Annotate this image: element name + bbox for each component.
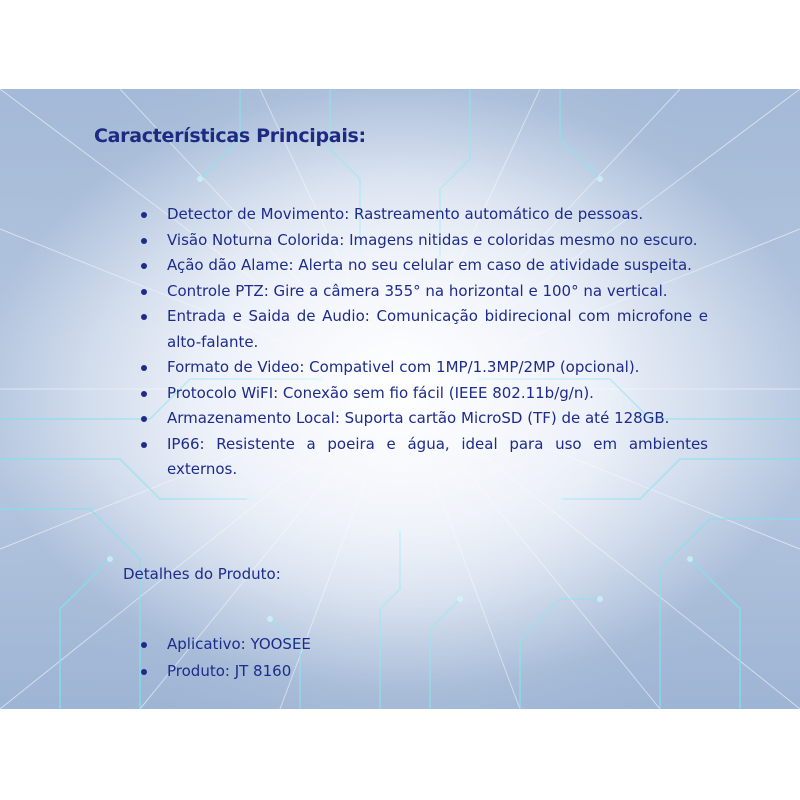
bullet-icon xyxy=(141,212,147,218)
content-panel xyxy=(0,89,800,709)
list-item xyxy=(140,381,708,407)
list-item-text: Formato de Video: Compativel com 1MP/1.3MP/2MP (opcional). xyxy=(167,358,640,376)
list-item-text: Controle PTZ: Gire a câmera 355° na horizontal e 100° na vertical. xyxy=(167,281,668,300)
list-item-text: Visão Noturna Colorida: Imagens nitidas e coloridas mesmo no escuro. xyxy=(167,230,698,249)
text-content xyxy=(0,89,800,709)
bullet-icon xyxy=(141,289,147,295)
list-item-text: Ação dão Alame: Alerta no seu celular em caso de atividade suspeita. xyxy=(167,256,692,274)
features-heading: Características Principais: xyxy=(94,125,366,147)
bullet-icon xyxy=(141,391,147,397)
list-item-text: Aplicativo: YOOSEE xyxy=(167,635,311,653)
bullet-icon xyxy=(141,238,147,244)
details-list xyxy=(140,631,540,685)
list-item xyxy=(140,631,540,658)
list-item-text: Entrada e Saida de Audio: Comunicação bidirecional com microfone e alto-falante. xyxy=(167,307,708,351)
features-list xyxy=(140,202,708,483)
list-item xyxy=(140,406,708,432)
list-item xyxy=(140,432,708,483)
list-item-text: Detector de Movimento: Rastreamento automático de pessoas. xyxy=(167,205,644,223)
list-item xyxy=(140,253,708,279)
bullet-icon xyxy=(141,314,147,320)
bullet-icon xyxy=(141,442,147,448)
list-item xyxy=(140,202,708,228)
bullet-icon xyxy=(141,669,147,675)
list-item-text: Produto: JT 8160 xyxy=(167,662,292,680)
details-heading: Detalhes do Produto: xyxy=(123,565,281,583)
list-item xyxy=(140,355,708,381)
bullet-icon xyxy=(141,642,147,648)
list-item xyxy=(140,279,708,305)
bullet-icon xyxy=(141,263,147,269)
list-item xyxy=(140,228,708,254)
list-item-text: IP66: Resistente a poeira e água, ideal para uso em ambientes externos. xyxy=(167,434,708,478)
list-item-text: Protocolo WiFI: Conexão sem fio fácil (IEEE 802.11b/g/n). xyxy=(167,383,594,402)
list-item xyxy=(140,658,540,685)
bullet-icon xyxy=(141,416,147,422)
bullet-icon xyxy=(141,365,147,371)
list-item-text: Armazenamento Local: Suporta cartão MicroSD (TF) de até 128GB. xyxy=(167,409,670,427)
list-item xyxy=(140,304,708,355)
